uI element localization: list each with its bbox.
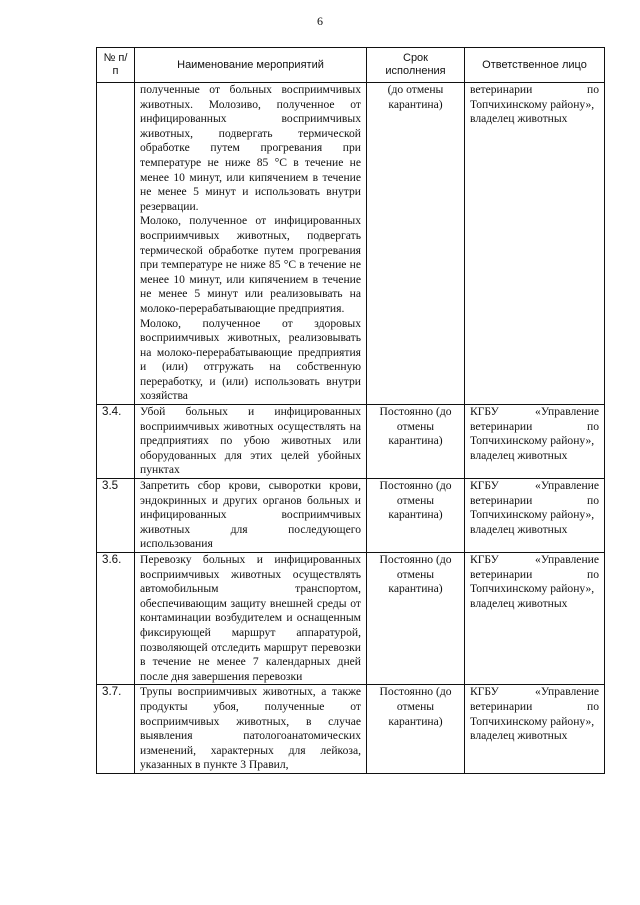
row-measure <box>135 479 367 553</box>
responsible-owner: владелец животных <box>470 112 568 126</box>
responsible-owner: владелец животных <box>470 522 568 536</box>
row-measure <box>135 83 367 405</box>
row-responsible <box>465 685 605 774</box>
row-responsible <box>465 479 605 553</box>
responsible-org: КГБУ «Управление ветеринарии по Топчихинскому району», <box>470 405 599 448</box>
header-name: Наименование мероприятий <box>135 48 367 83</box>
measure-paragraph: Перевозку больных и инфицированных восприимчивых животных осуществлять автомобильным транспортом, обеспечивающим защиту внешней среды от контаминации возбудителем и оснащенным фиксирующей маршрут аппаратурой, позволяющей отследить маршрут перевозки в течение не менее 7 календарных дней после дня завершения перевозки <box>140 553 361 683</box>
row-number <box>97 83 135 405</box>
row-number: 3.4. <box>97 405 135 479</box>
table-row <box>97 685 605 774</box>
responsible-org: КГБУ «Управление ветеринарии по Топчихинскому району», <box>470 553 599 596</box>
row-term: Постоянно (до отмены карантина) <box>367 685 465 774</box>
responsible-owner: владелец животных <box>470 448 568 462</box>
responsible-org: ветеринарии по Топчихинскому району», <box>470 83 599 111</box>
table-row <box>97 553 605 685</box>
header-num: № п/п <box>97 48 135 83</box>
measure-paragraph: полученные от больных восприимчивых животных. Молозиво, полученное от инфицированных восприимчивых животных, подвергать термической обработке путем прогревания при температуре не ниже 85 °С в течение не менее 10 минут, или кипячением в течение не менее 5 минут и использовать внутри резервации. <box>140 83 361 213</box>
responsible-owner: владелец животных <box>470 596 568 610</box>
table-row <box>97 479 605 553</box>
row-term: Постоянно (до отмены карантина) <box>367 479 465 553</box>
measure-paragraph: Молоко, полученное от инфицированных восприимчивых животных, подвергать термической обработке путем прогревания при температуре не ниже 85 °С в течение не менее 10 минут, или кипячением в течение не менее 5 минут или реализовывать на молоко-перерабатывающие предприятия. <box>140 214 361 315</box>
row-responsible <box>465 405 605 479</box>
measure-paragraph: Убой больных и инфицированных восприимчивых животных осуществлять на предприятиях по убою животных или оборудованных для этих целей убойных пунктах <box>140 405 361 477</box>
table-header-row <box>97 48 605 83</box>
row-responsible <box>465 83 605 405</box>
page-number: 6 <box>317 14 323 28</box>
table-row <box>97 405 605 479</box>
row-measure <box>135 553 367 685</box>
header-term: Срок исполнения <box>367 48 465 83</box>
row-term: (до отмены карантина) <box>367 83 465 405</box>
row-number: 3.5 <box>97 479 135 553</box>
table-row <box>97 83 605 405</box>
row-term: Постоянно (до отмены карантина) <box>367 405 465 479</box>
measure-paragraph: Трупы восприимчивых животных, а также продукты убоя, полученные от восприимчивых животных, в случае выявления патологоанатомических изменений, характерных для лейкоза, указанных в пункте 3 Правил, <box>140 685 361 772</box>
responsible-owner: владелец животных <box>470 729 568 743</box>
measure-paragraph: Запретить сбор крови, сыворотки крови, эндокринных и других органов больных и инфицированных восприимчивых животных для последующего использования <box>140 479 361 551</box>
measure-paragraph: Молоко, полученное от здоровых восприимчивых животных, реализовывать на молоко-перерабатывающие предприятия и (или) отгружать на собственную переработку, и (или) использовать внутри хозяйства <box>140 316 361 403</box>
row-responsible <box>465 553 605 685</box>
measures-table <box>96 47 605 774</box>
header-responsible: Ответственное лицо <box>465 48 605 83</box>
responsible-org: КГБУ «Управление ветеринарии по Топчихинскому району», <box>470 479 599 522</box>
row-measure <box>135 405 367 479</box>
row-number: 3.7. <box>97 685 135 774</box>
row-number: 3.6. <box>97 553 135 685</box>
row-measure <box>135 685 367 774</box>
responsible-org: КГБУ «Управление ветеринарии по Топчихинскому району», <box>470 685 599 728</box>
row-term: Постоянно (до отмены карантина) <box>367 553 465 685</box>
